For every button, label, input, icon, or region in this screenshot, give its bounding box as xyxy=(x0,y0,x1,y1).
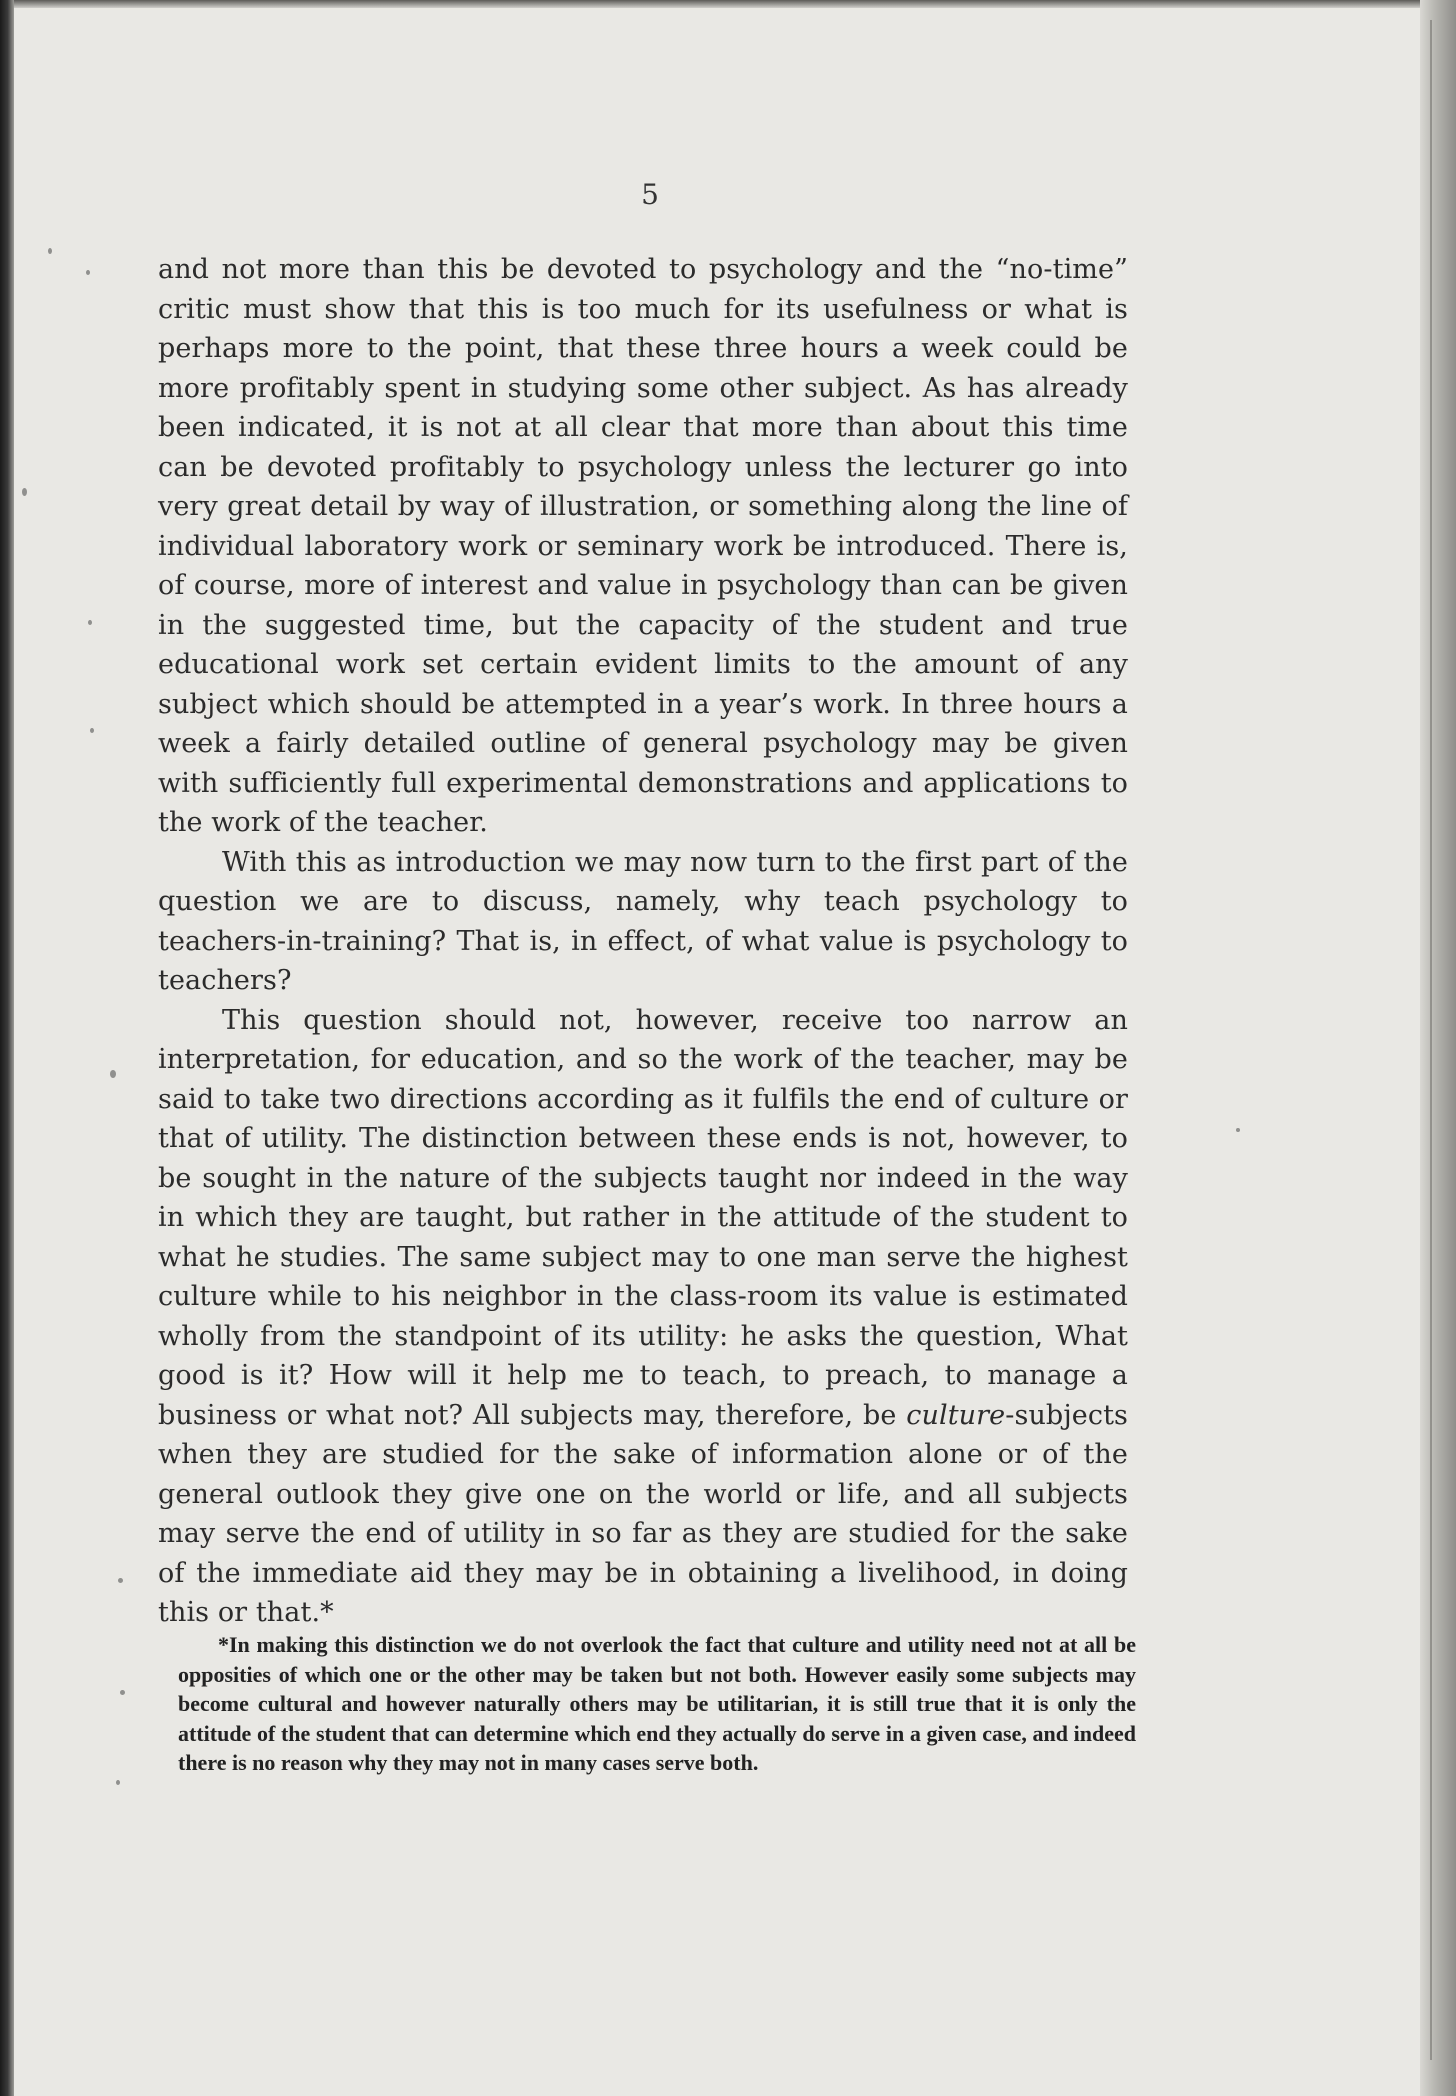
paragraph-3 xyxy=(158,1001,1128,1633)
culture-italic: culture xyxy=(906,1399,1006,1431)
page-right-edge-line xyxy=(1430,20,1432,2060)
page-number: 5 xyxy=(641,178,659,211)
scan-speck xyxy=(88,620,92,625)
scan-speck xyxy=(116,1780,120,1785)
binding-edge xyxy=(0,0,14,2096)
scan-speck xyxy=(118,1578,123,1583)
body-text xyxy=(158,250,1128,1633)
scan-speck xyxy=(120,1690,125,1695)
scan-speck xyxy=(22,488,27,496)
scan-speck xyxy=(90,728,94,733)
paragraph-1: and not more than this be devoted to psychology and the “no-time” critic must show that this is too much for its usefulness or what is perhaps more to the point, that these three hours a week could be more profitably spent in studying some other subject. As has already been indicated, it is not at all clear that more than about this time can be devoted profitably to psychology unless the lecturer go into very great detail by way of illustration, or something along the line of individual laboratory work or seminary work be introduced. There is, of course, more of interest and value in psychology than can be given in the suggested time, but the capacity of the student and true educational work set certain evident limits to the amount of any subject which should be attempted in a year’s work. In three hours a week a fairly detailed outline of general psychology may be given with sufficiently full experimental demonstrations and applications to the work of the teacher. xyxy=(158,254,1128,838)
footnote: *In making this distinction we do not overlook the fact that culture and utility need not at all be opposities of which one or the other may be taken but not both. However easily some subjects may become cultural and however naturally others may be utilitarian, it is still true that it is only the attitude of the student that can determine which end they actually do serve in a given case, and indeed there is no reason why they may not in many cases serve both. xyxy=(178,1632,1136,1775)
scan-speck xyxy=(86,270,90,275)
scan-speck xyxy=(48,248,52,254)
scan-speck xyxy=(110,1070,116,1078)
paragraph-3-text-b: -subjects when they are studied for the sake of information alone or of the general outlook they give one on the world or life, and all subjects may serve the end of utility in so far as they are studied for the sake of the immediate aid they may be in obtaining a livelihood, in doing this or that.* xyxy=(158,1399,1128,1628)
paragraph-2: With this as introduction we may now turn to the first part of the question we are to discuss, namely, why teach psychology to teachers-in-training? That is, in effect, of what value is psychology to teachers? xyxy=(158,846,1128,996)
paragraph-3-text-a: This question should not, however, receive too narrow an interpretation, for education, and so the work of the teacher, may be said to take two directions according as it fulfils the end of culture or that of utility. The distinction between these ends is not, however, to be sought in the nature of the subjects taught nor indeed in the way in which they are taught, but rather in the attitude of the student to what he studies. The same subject may to one man serve the highest culture while to his neighbor in the class-room its value is estimated wholly from the standpoint of its utility: he asks the question, What good is it? How will it help me to teach, to preach, to manage a business or what not? All subjects may, therefore, be xyxy=(158,1004,1128,1431)
page-right-edge xyxy=(1420,0,1456,2096)
page-top-edge xyxy=(14,0,1420,8)
scan-speck xyxy=(1236,1128,1240,1132)
